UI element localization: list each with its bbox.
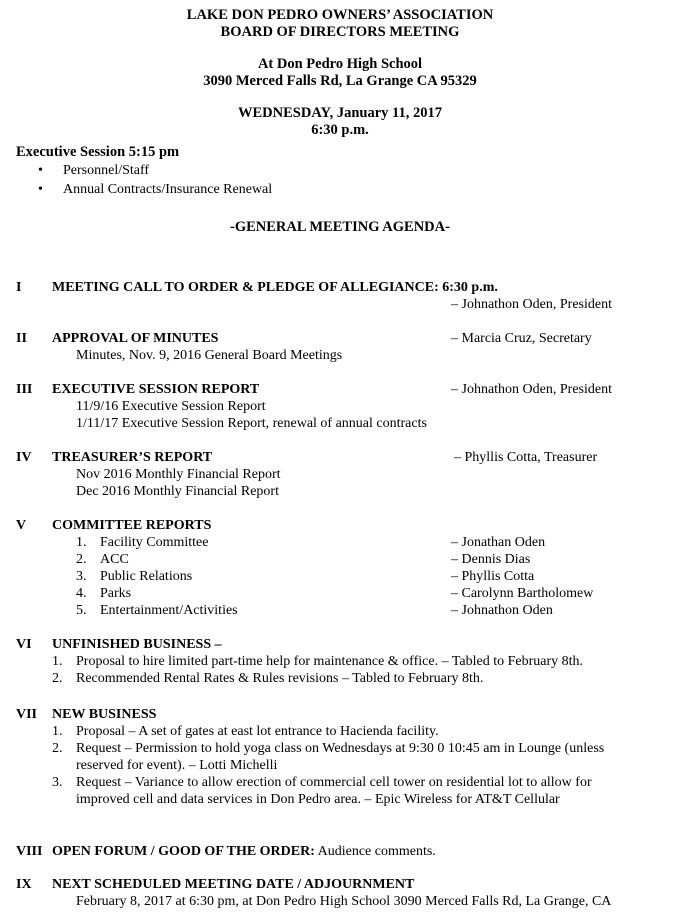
business-item-continued: reserved for event). – Lotti Michelli: [76, 758, 278, 773]
list-item: • Personnel/Staff: [38, 163, 150, 178]
item-number: 5.: [76, 603, 87, 618]
item-number: 2.: [76, 552, 87, 567]
item-number: 1.: [52, 654, 63, 669]
committee-presenter: – Johnathon Oden: [451, 603, 553, 618]
business-item: Recommended Rental Rates & Rules revisions – Tabled to February 8th.: [76, 671, 484, 686]
list-item: • Annual Contracts/Insurance Renewal: [38, 182, 273, 197]
business-item-continued: improved cell and data services in Don Pedro area. – Epic Wireless for AT&T Cellular: [76, 792, 560, 807]
item-number: 1.: [76, 535, 87, 550]
bullet-icon: •: [38, 182, 43, 197]
section-number: I: [16, 280, 22, 295]
executive-session: [16, 144, 272, 199]
section-unfinished-business: [16, 636, 656, 692]
committee-presenter: – Dennis Dias: [451, 552, 531, 567]
meeting-date: WEDNESDAY, January 11, 2017: [238, 105, 442, 121]
item-number: 3.: [52, 775, 63, 790]
committee-presenter: – Phyllis Cotta: [451, 569, 535, 584]
section-approval-of-minutes: [16, 330, 656, 370]
section-title: NEXT SCHEDULED MEETING DATE / ADJOURNMENT: [52, 877, 415, 892]
association-heading: [0, 7, 680, 41]
section-title: OPEN FORUM / GOOD OF THE ORDER: Audience comments.: [52, 844, 436, 859]
section-title: COMMITTEE REPORTS: [52, 518, 212, 533]
section-next-meeting: [16, 876, 656, 912]
section-title: TREASURER’S REPORT: [52, 450, 213, 465]
section-line: 1/11/17 Executive Session Report, renewal of annual contracts: [76, 416, 427, 431]
section-presenter: – Phyllis Cotta, Treasurer: [454, 450, 598, 465]
item-number: 3.: [76, 569, 87, 584]
date-heading: [0, 105, 680, 139]
section-number: III: [16, 382, 33, 397]
section-presenter: – Marcia Cruz, Secretary: [451, 331, 592, 346]
section-title: APPROVAL OF MINUTES: [52, 331, 219, 346]
committee-presenter: – Carolynn Bartholomew: [451, 586, 594, 601]
meeting-time: 6:30 p.m.: [311, 122, 369, 138]
section-presenter: – Johnathon Oden, President: [451, 297, 612, 312]
association-name: LAKE DON PEDRO OWNERS’ ASSOCIATION: [186, 7, 494, 23]
venue-address: 3090 Merced Falls Rd, La Grange CA 95329: [203, 73, 477, 89]
section-number: II: [16, 331, 27, 346]
bullet-icon: •: [38, 163, 43, 178]
section-line: Nov 2016 Monthly Financial Report: [76, 467, 281, 482]
section-number: VII: [16, 707, 38, 722]
section-line: Minutes, Nov. 9, 2016 General Board Meetings: [76, 348, 343, 363]
section-call-to-order: [16, 279, 656, 319]
section-number: VI: [16, 637, 32, 652]
venue-heading: [0, 56, 680, 90]
section-presenter: – Johnathon Oden, President: [451, 382, 612, 397]
business-item: Request – Variance to allow erection of commercial cell tower on residential lot to allow for: [76, 775, 592, 790]
meeting-name: BOARD OF DIRECTORS MEETING: [220, 24, 460, 40]
section-number: IV: [16, 450, 32, 465]
executive-session-list: [16, 161, 272, 199]
section-line: 11/9/16 Executive Session Report: [76, 399, 266, 414]
section-new-business: [16, 706, 656, 810]
committee-presenter: – Jonathan Oden: [451, 535, 546, 550]
business-item: Proposal to hire limited part-time help for maintenance & office. – Tabled to February 8th.: [76, 654, 584, 669]
section-title: NEW BUSINESS: [52, 707, 157, 722]
section-committee-reports: [16, 517, 656, 621]
item-number: 4.: [76, 586, 87, 601]
committee-name: Entertainment/Activities: [100, 603, 238, 618]
section-note: Audience comments.: [314, 844, 436, 859]
committee-name: Facility Committee: [100, 535, 209, 550]
section-executive-session-report: [16, 381, 656, 437]
section-line: February 8, 2017 at 6:30 pm, at Don Pedro High School 3090 Merced Falls Rd, La Grange, CA: [76, 894, 612, 909]
section-number: V: [16, 518, 27, 533]
section-title: UNFINISHED BUSINESS –: [52, 637, 222, 652]
committee-name: ACC: [100, 552, 129, 567]
committee-name: Parks: [100, 586, 132, 601]
business-item: Request – Permission to hold yoga class on Wednesdays at 9:30 0 10:45 am in Lounge (unless: [76, 741, 605, 756]
section-title: MEETING CALL TO ORDER & PLEDGE OF ALLEGIANCE: 6:30 p.m.: [52, 280, 498, 295]
section-number: VIII: [16, 844, 43, 859]
section-line: Dec 2016 Monthly Financial Report: [76, 484, 279, 499]
venue-name: At Don Pedro High School: [257, 56, 423, 72]
section-open-forum: [16, 843, 656, 863]
business-item: Proposal – A set of gates at east lot entrance to Hacienda facility.: [76, 724, 439, 739]
item-number: 2.: [52, 741, 63, 756]
item-number: 2.: [52, 671, 63, 686]
section-title: EXECUTIVE SESSION REPORT: [52, 382, 260, 397]
item-number: 1.: [52, 724, 63, 739]
section-number: IX: [16, 877, 32, 892]
section-treasurers-report: [16, 449, 656, 505]
executive-session-title: Executive Session 5:15 pm: [16, 144, 180, 160]
agenda-title: -GENERAL MEETING AGENDA-: [230, 219, 450, 235]
committee-name: Public Relations: [100, 569, 193, 584]
